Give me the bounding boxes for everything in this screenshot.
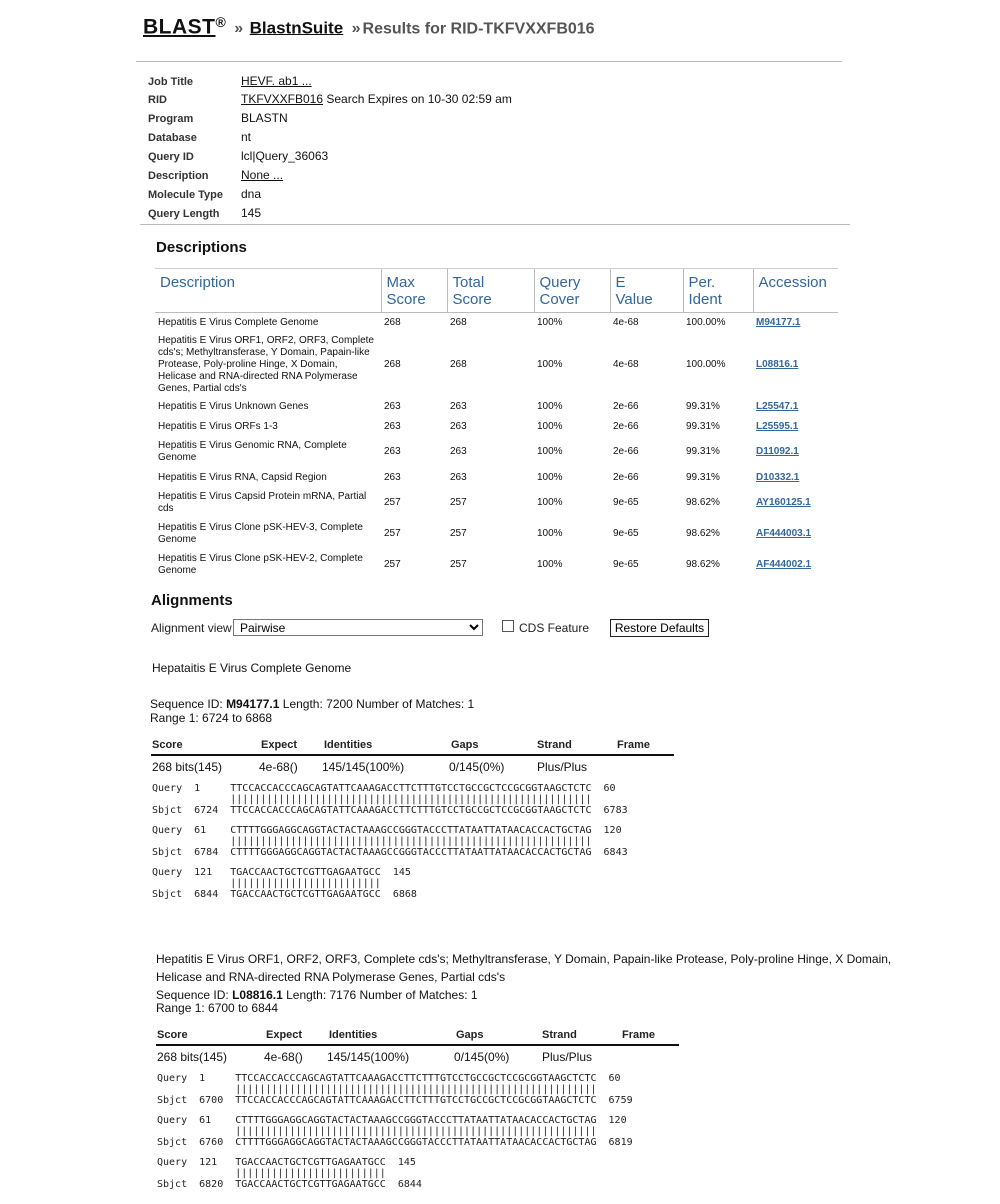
e-value-cell: 4e-68 [613,358,639,370]
info-divider [140,224,850,225]
accession-link[interactable]: L08816.1 [756,358,799,370]
match-line: ||||||||||||||||||||||||| [152,878,381,889]
accession-cell [753,313,838,333]
stats-divider [151,754,674,756]
description-label: Description [148,170,209,182]
score-header: Score [157,1029,188,1041]
program-label: Program [148,113,194,125]
subject-line: Sbjct 6820 TGACCAACTGCTCGTTGAGAATGCC 6844 [157,1179,422,1190]
description-row[interactable] [155,397,838,417]
column-header[interactable]: Description [155,269,381,313]
database-value: nt [241,130,252,144]
subject-line: Sbjct 6760 CTTTTGGGAGGCAGGTACTACTAAAGCCGGGTACCCTTATAATTATAACACCACTGCTAG 6819 [157,1137,633,1148]
query-cover-cell: 100% [537,446,563,457]
per-ident-cell: 99.31% [686,471,720,483]
description-row [148,166,283,184]
max-score-cell: 263 [384,446,401,457]
query-line: Query 121 TGACCAACTGCTCGTTGAGAATGCC 145 [157,1157,416,1168]
descriptions-heading: Descriptions [156,239,247,256]
column-header[interactable]: Query Cover [534,269,610,313]
description-row[interactable] [155,333,838,397]
accession-cell [753,488,838,519]
description-cell: Hepatitis E Virus ORFs 1-3 [158,420,278,432]
stats-divider [156,1044,679,1046]
per-ident-cell: 100.00% [686,358,726,370]
accession-link[interactable]: L25595.1 [756,420,799,432]
query-length-value: 145 [241,206,262,220]
accession-link[interactable]: D10332.1 [756,471,800,483]
accession-link[interactable]: D11092.1 [756,446,799,457]
accession-cell [753,519,838,550]
total-score-cell: 263 [450,446,467,457]
column-header[interactable]: Total Score [447,269,534,313]
gaps-value: 0/145(0%) [454,1050,510,1064]
per-ident-cell: 99.31% [686,420,720,432]
expect-header: Expect [266,1029,303,1041]
match-line: |||||||||||||||||||||||||||||||||||||||||||||||||||||||||||| [152,836,592,847]
rid-link[interactable]: TKFVXXFB016 [241,92,324,106]
accession-cell [753,397,838,417]
description-row[interactable] [155,488,838,519]
sequence-alignment-block [152,783,628,816]
gaps-value: 0/145(0%) [449,760,505,774]
blastn-suite-link[interactable]: BlastnSuite [249,18,344,38]
description-row[interactable] [155,437,838,468]
match-line: |||||||||||||||||||||||||||||||||||||||||||||||||||||||||||| [152,794,592,805]
query-cover-cell: 100% [537,358,563,370]
match-line: |||||||||||||||||||||||||||||||||||||||||||||||||||||||||||| [157,1084,597,1095]
total-score-cell: 257 [450,528,467,539]
program-row [148,109,288,127]
accession-link[interactable]: AY160125.1 [756,497,811,508]
match-line: ||||||||||||||||||||||||| [157,1168,386,1179]
column-header[interactable]: Per. Ident [683,269,753,313]
query-cover-cell: 100% [537,528,563,539]
page-header [143,14,595,39]
frame-header: Frame [617,739,651,751]
query-line: Query 1 TTCCACCACCCAGCAGTATTCAAAGACCTTCTTTGTCCTGCCGCTCCGCGGTAAGCTCTC 60 [157,1073,621,1084]
page-title: Results for RID-TKFVXXFB016 [362,20,595,38]
restore-defaults-button[interactable]: Restore Defaults [610,619,709,637]
query-cover-cell: 100% [537,497,563,508]
strand-header: Strand [537,739,572,751]
rid-row [148,90,512,108]
score-value: 268 bits(145) [157,1050,228,1064]
sequence-alignment-block [152,867,417,900]
query-cover-cell: 100% [537,400,563,412]
alignment-view-select[interactable] [233,619,483,636]
accession-link[interactable]: L25547.1 [756,400,799,412]
description-link[interactable]: None ... [241,168,284,182]
max-score-cell: 263 [384,471,401,483]
max-score-cell: 263 [384,420,401,432]
per-ident-cell: 98.62% [686,528,720,539]
description-cell: Hepatitis E Virus ORF1, ORF2, ORF3, Complete cds's; Methyltransferase, Y Domain, Papain-like Protease, Poly-proline Hinge, X Domain, Helicase and RNA-directed RNA Polymerase Genes, Partial cds's [158,334,374,394]
accession-cell [753,550,838,581]
per-ident-cell: 99.31% [686,446,720,457]
e-value-cell: 9e-65 [613,528,639,539]
description-row[interactable] [155,417,838,437]
column-header[interactable]: E Value [610,269,683,313]
description-cell: Hepatitis E Virus Clone pSK-HEV-2, Complete Genome [158,553,363,576]
query-line: Query 1 TTCCACCACCCAGCAGTATTCAAAGACCTTCTTTGTCCTGCCGCTCCGCGGTAAGCTCTC 60 [152,783,616,794]
description-row[interactable] [155,313,838,333]
sequence-id-line [156,988,478,1002]
gaps-header: Gaps [456,1029,484,1041]
database-label: Database [148,132,197,144]
sequence-id-prefix: Sequence ID: [150,697,227,711]
hit-title-continued: Helicase and RNA-directed RNA Polymerase Genes, Partial cds's [156,970,506,984]
expect-value: 4e-68() [264,1050,303,1064]
query-cover-cell: 100% [537,471,563,483]
e-value-cell: 4e-68 [613,316,639,328]
program-value: BLASTN [241,111,288,125]
strand-value: Plus/Plus [537,760,588,774]
query-cover-cell: 100% [537,420,563,432]
max-score-cell: 257 [384,559,401,570]
breadcrumb-separator: » [351,20,361,38]
subject-line: Sbjct 6844 TGACCAACTGCTCGTTGAGAATGCC 6868 [152,889,417,900]
max-score-cell: 268 [384,358,401,370]
query-id-row [148,147,328,165]
accession-cell [753,417,838,437]
query-length-row [148,204,261,222]
sequence-alignment-block [157,1157,422,1190]
max-score-cell: 263 [384,400,401,412]
rid-label: RID [148,94,167,106]
molecule-type-label: Molecule Type [148,189,223,201]
sequence-alignment-block [157,1115,633,1148]
per-ident-cell: 99.31% [686,400,720,412]
descriptions-header-row [155,269,838,313]
query-line: Query 61 CTTTTGGGAGGCAGGTACTACTAAAGCCGGGTACCCTTATAATTATAACACCACTGCTAG 120 [157,1115,627,1126]
description-cell: Hepatitis E Virus Genomic RNA, Complete Genome [158,440,347,463]
identities-header: Identities [329,1029,378,1041]
hit-title: Hepataitis E Virus Complete Genome [152,661,352,675]
query-line: Query 121 TGACCAACTGCTCGTTGAGAATGCC 145 [152,867,411,878]
max-score-cell: 268 [384,316,401,328]
sequence-id-prefix: Sequence ID: [156,988,233,1002]
total-score-cell: 257 [450,559,467,570]
range-line: Range 1: 6700 to 6844 [156,1001,279,1015]
descriptions-table [155,268,838,581]
expect-header: Expect [261,739,298,751]
breadcrumb-separator: » [234,20,244,38]
e-value-cell: 9e-65 [613,559,639,570]
description-row[interactable] [155,550,838,581]
cds-feature-label: CDS Feature [519,621,590,635]
description-cell: Hepatitis E Virus Unknown Genes [158,400,309,412]
per-ident-cell: 98.62% [686,497,720,508]
alignments-heading: Alignments [151,592,233,609]
blast-home-link[interactable]: BLAST [143,15,216,39]
accession-cell [753,468,838,488]
total-score-cell: 263 [450,420,467,432]
sequence-id: L08816.1 [232,988,283,1002]
total-score-cell: 263 [450,400,467,412]
query-cover-cell: 100% [537,316,563,328]
sequence-alignment-block [157,1073,633,1106]
per-ident-cell: 100.00% [686,316,726,328]
column-header[interactable]: Max Score [381,269,447,313]
subject-line: Sbjct 6700 TTCCACCACCCAGCAGTATTCAAAGACCTTCTTTGTCCTGCCGCTCCGCGGTAAGCTCTC 6759 [157,1095,633,1106]
molecule-type-row [148,185,261,203]
expect-value: 4e-68() [259,760,298,774]
description-cell: Hepatitis E Virus Clone pSK-HEV-3, Complete Genome [158,522,363,545]
identities-value: 145/145(100%) [327,1050,410,1064]
job-title-link[interactable]: HEVF. ab1 ... [241,74,312,88]
max-score-cell: 257 [384,528,401,539]
description-cell: Hepatitis E Virus Complete Genome [158,316,319,328]
accession-link[interactable]: AF444002.1 [756,559,812,570]
query-id-label: Query ID [148,151,194,163]
accession-cell [753,333,838,397]
query-id-value: lcl|Query_36063 [241,149,329,163]
header-divider [136,61,842,62]
total-score-cell: 257 [450,497,467,508]
description-row[interactable] [155,519,838,550]
sequence-length-info: Length: 7200 Number of Matches: 1 [279,697,475,711]
strand-header: Strand [542,1029,577,1041]
description-cell: Hepatitis E Virus RNA, Capsid Region [158,471,327,483]
identities-header: Identities [324,739,373,751]
gaps-header: Gaps [451,739,479,751]
query-line: Query 61 CTTTTGGGAGGCAGGTACTACTAAAGCCGGGTACCCTTATAATTATAACACCACTGCTAG 120 [152,825,622,836]
strand-value: Plus/Plus [542,1050,593,1064]
score-header: Score [152,739,183,751]
frame-header: Frame [622,1029,656,1041]
e-value-cell: 2e-66 [613,400,639,412]
molecule-type-value: dna [241,187,262,201]
e-value-cell: 2e-66 [613,420,639,432]
sequence-id: M94177.1 [226,697,280,711]
e-value-cell: 2e-66 [613,446,639,457]
e-value-cell: 2e-66 [613,471,639,483]
accession-link[interactable]: AF444003.1 [756,528,812,539]
subject-line: Sbjct 6784 CTTTTGGGAGGCAGGTACTACTAAAGCCGGGTACCCTTATAATTATAACACCACTGCTAG 6843 [152,847,628,858]
subject-line: Sbjct 6724 TTCCACCACCCAGCAGTATTCAAAGACCTTCTTTGTCCTGCCGCTCCGCGGTAAGCTCTC 6783 [152,805,628,816]
total-score-cell: 268 [450,358,467,370]
cds-feature-checkbox[interactable] [502,620,514,632]
accession-cell [753,437,838,468]
total-score-cell: 268 [450,316,467,328]
description-cell: Hepatitis E Virus Capsid Protein mRNA, Partial cds [158,491,367,514]
query-length-label: Query Length [148,208,220,220]
database-row [148,128,251,146]
identities-value: 145/145(100%) [322,760,405,774]
total-score-cell: 263 [450,471,467,483]
job-title-row [148,72,312,90]
max-score-cell: 257 [384,497,401,508]
rid-expires: Search Expires on 10-30 02:59 am [326,92,512,106]
sequence-length-info: Length: 7176 Number of Matches: 1 [282,988,478,1002]
e-value-cell: 9e-65 [613,497,639,508]
per-ident-cell: 98.62% [686,559,720,570]
range-line: Range 1: 6724 to 6868 [150,711,273,725]
job-title-label: Job Title [148,76,194,88]
accession-link[interactable]: M94177.1 [756,316,801,328]
sequence-alignment-block [152,825,628,858]
query-cover-cell: 100% [537,559,563,570]
hit-title: Hepatitis E Virus ORF1, ORF2, ORF3, Complete cds's; Methyltransferase, Y Domain, Papain-like Protease, Poly-proline Hinge, X Domain, [156,952,892,966]
alignment-view-label: Alignment view [151,621,232,635]
score-value: 268 bits(145) [152,760,223,774]
registered-mark: ® [215,14,226,30]
match-line: |||||||||||||||||||||||||||||||||||||||||||||||||||||||||||| [157,1126,597,1137]
column-header[interactable]: Accession [753,269,838,313]
sequence-id-line [150,697,474,711]
description-row[interactable] [155,468,838,488]
